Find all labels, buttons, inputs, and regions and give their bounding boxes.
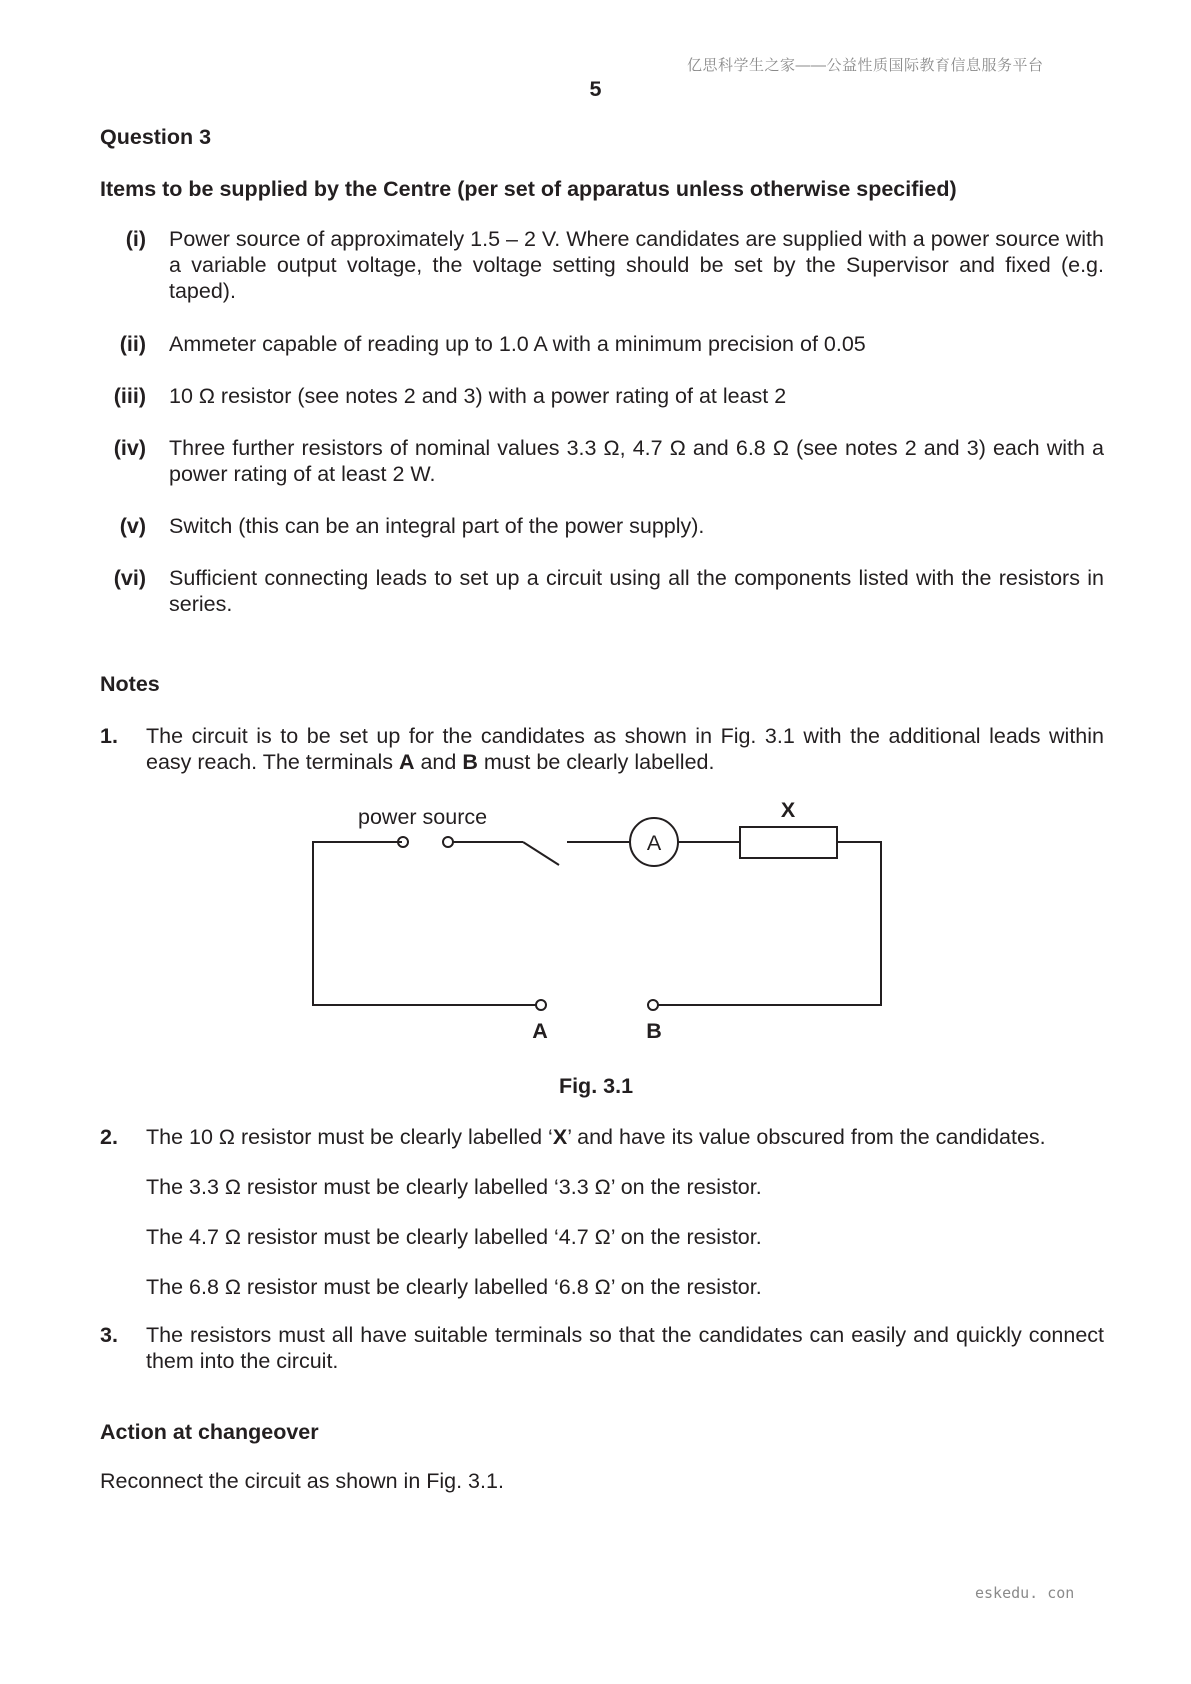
resistor-x-symbol [740,827,837,858]
watermark-text: 亿思科学生之家——公益性质国际教育信息服务平台 [687,57,1044,74]
figure-caption: Fig. 3.1 [558,1074,634,1098]
terminal-b-label: B [646,1019,662,1043]
items-heading: Items to be supplied by the Centre (per set of apparatus unless otherwise specified) [100,177,957,201]
note-3-number: 3. [100,1323,118,1347]
note-2-number: 2. [100,1125,118,1149]
question-title: Question 3 [100,125,212,149]
action-text: Reconnect the circuit as shown in Fig. 3.1. [100,1469,504,1493]
left-wire [313,842,536,1005]
ammeter-label: A [646,831,662,855]
power-terminal-right [443,837,453,847]
note-3-text: The resistors must all have suitable terminals so that the candidates can easily and quickly connect them into the circuit. [146,1323,1104,1373]
note-1-text-a: The circuit is to be set up for the candidates as shown in Fig. 3.1 with the additional leads within easy reach. The terminals [146,724,1104,774]
item-text-v: Switch (this can be an integral part of the power supply). [169,514,705,538]
note-1-text-c: must be clearly labelled. [477,750,715,774]
note-1-number: 1. [100,724,118,748]
item-text-ii: Ammeter capable of reading up to 1.0 A with a minimum precision of 0.05 [169,332,866,356]
item-text-iv: Three further resistors of nominal values 3.3 Ω, 4.7 Ω and 6.8 Ω (see notes 2 and 3) each with a power rating of at least 2 W. [169,436,1104,486]
note-2-line-3: The 4.7 Ω resistor must be clearly labelled ‘4.7 Ω’ on the resistor. [146,1225,762,1249]
right-wire [658,842,881,1005]
power-source-label: power source [358,805,488,829]
resistor-x-label: X [780,798,796,822]
note-2-line-4: The 6.8 Ω resistor must be clearly labelled ‘6.8 Ω’ on the resistor. [146,1275,762,1299]
item-label-ii: (ii) [119,332,146,356]
item-label-v: (v) [119,514,146,538]
note-2-line-1 [146,1124,1046,1150]
switch-blade [523,842,559,865]
page-number: 5 [589,77,602,101]
item-label-iv: (iv) [113,436,146,460]
terminal-a-label: A [532,1019,548,1043]
notes-heading: Notes [100,672,160,696]
item-label-iii: (iii) [113,384,146,408]
action-heading: Action at changeover [100,1420,319,1444]
note-2-bold-x: X [552,1125,568,1149]
item-text-iii: 10 Ω resistor (see notes 2 and 3) with a power rating of at least 2 [169,384,787,408]
note-2-line-2: The 3.3 Ω resistor must be clearly labelled ‘3.3 Ω’ on the resistor. [146,1175,762,1199]
footer-watermark: eskedu. con [975,1584,1075,1602]
note-2-text-a: The 10 Ω resistor must be clearly labelled ‘ [146,1125,553,1149]
item-label-i: (i) [125,227,146,251]
item-text-vi: Sufficient connecting leads to set up a circuit using all the components listed with the resistors in series. [169,566,1104,616]
terminal-b-symbol [648,1000,658,1010]
item-label-vi: (vi) [113,566,146,590]
item-text-i: Power source of approximately 1.5 – 2 V. Where candidates are supplied with a power source with a variable output voltage, the voltage setting should be set by the Supervisor and fixed (e.g. taped). [169,227,1104,303]
terminal-a-symbol [536,1000,546,1010]
note-1-terminal-b: B [462,750,478,774]
note-1-text-b: and [414,750,463,774]
note-1-terminal-a: A [398,750,415,774]
note-2-text-b: ’ and have its value obscured from the candidates. [567,1125,1046,1149]
